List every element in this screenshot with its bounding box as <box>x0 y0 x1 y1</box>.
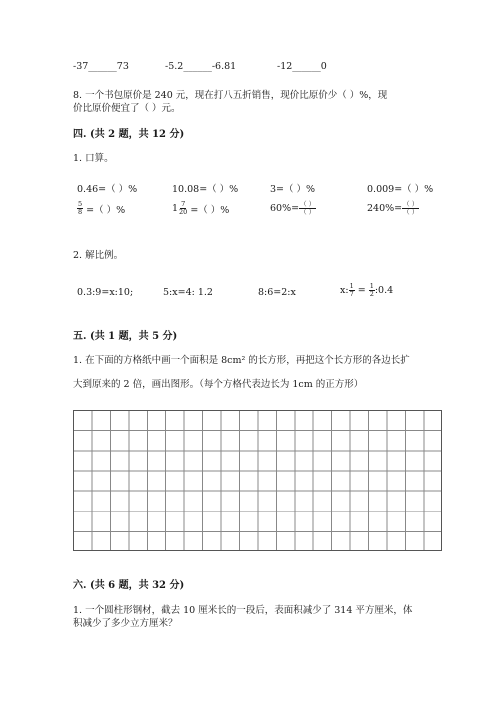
compare-item-3: -12______0 <box>277 61 327 72</box>
proportion-item <box>340 283 393 298</box>
mental-math-percent-fraction <box>367 201 419 216</box>
compare-item-2: -5.2______-6.81 <box>165 61 237 72</box>
fraction <box>402 201 419 216</box>
fraction-numerator: 5 <box>78 200 83 208</box>
mental-math-item: 0.009=（ ）% <box>367 184 434 195</box>
proportion-text: x: <box>340 285 349 296</box>
cylinder-question-line-2: 积减少了多少立方厘米？ <box>73 618 178 629</box>
fraction-rest: =（ ）% <box>86 204 126 216</box>
grid-question-line-1: 1. 在下面的方格纸中画一个面积是 8cm² 的长方形，再把这个长方形的各边长扩 <box>73 355 410 366</box>
fraction-numerator: 1 <box>369 282 374 290</box>
q8-line-1: 8. 一个书包原价是 240 元，现在打八五折销售，现价比原价少（ ）%，现 <box>73 90 388 101</box>
section-5-title: 五. (共 1 题，共 5 分) <box>73 331 178 342</box>
fraction <box>179 201 187 216</box>
proportion-text: = <box>354 285 369 296</box>
fraction-denominator: （ ） <box>403 208 419 216</box>
fraction-numerator: 7 <box>181 200 186 208</box>
fraction-denominator: 8 <box>78 208 83 216</box>
section-4-title: 四. (共 2 题，共 12 分) <box>73 129 185 140</box>
section-6-title: 六. (共 6 题，共 32 分) <box>73 580 185 591</box>
mental-math-mixed-item <box>172 201 229 216</box>
cylinder-question-line-1: 1. 一个圆柱形钢材，截去 10 厘米长的一段后，表面积减少了 314 平方厘米，体 <box>73 605 413 616</box>
percent-left: 60%= <box>270 203 300 214</box>
mixed-whole: 1 <box>172 203 179 214</box>
fraction-denominator: （ ） <box>300 208 316 216</box>
grid-paper[interactable] <box>73 410 442 551</box>
mental-math-label: 1. 口算。 <box>73 153 114 164</box>
proportion-label: 2. 解比例。 <box>73 250 124 261</box>
proportion-item: 5:x=4: 1.2 <box>163 287 213 298</box>
mental-math-item: 3=（ ）% <box>270 184 316 195</box>
fraction <box>299 201 316 216</box>
mental-math-item: 0.46=（ ）% <box>77 184 138 195</box>
compare-item-1: -37______73 <box>73 61 129 72</box>
fraction-rest: =（ ）% <box>190 204 230 216</box>
fraction-denominator: 2 <box>369 290 374 298</box>
fraction-numerator: （ ） <box>300 200 316 208</box>
fraction-denominator: 20 <box>179 208 188 216</box>
proportion-item: 0.3:9=x:10; <box>77 287 134 298</box>
proportion-item: 8:6=2:x <box>258 287 296 298</box>
fraction <box>77 201 83 216</box>
percent-left: 240%= <box>367 203 403 214</box>
fraction-numerator: （ ） <box>403 200 419 208</box>
mental-math-fraction-item <box>77 201 125 216</box>
mental-math-percent-fraction <box>270 201 316 216</box>
grid-question-line-2: 大到原来的 2 倍，画出图形。（每个方格代表边长为 1cm 的正方形） <box>73 379 364 390</box>
fraction-numerator: 1 <box>349 282 354 290</box>
proportion-text: :0.4 <box>374 285 394 296</box>
fraction-denominator: 7 <box>349 290 354 298</box>
q8-line-2: 价比原价便宜了（ ）元。 <box>73 103 181 114</box>
mental-math-item: 10.08=（ ）% <box>172 184 239 195</box>
